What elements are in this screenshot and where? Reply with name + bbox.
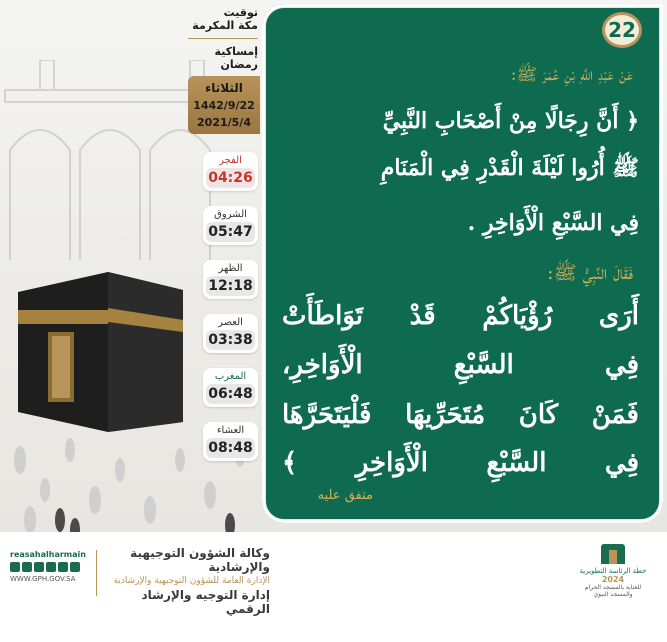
website-url: WWW.GPH.GOV.SA (10, 575, 76, 583)
agency-name: وكالة الشؤون التوجيهية والإرشادية (130, 546, 270, 574)
prayer-time: 06:48 (206, 384, 255, 404)
twitter-icon (10, 562, 20, 572)
prayer-fajr (203, 152, 258, 191)
hadith-line: أَرَى رُؤْيَاكُمْ قَدْ تَوَاطَأَتْ (282, 301, 639, 331)
department-name: الإدارة العامة للشؤون التوجيهية والإرشادية (113, 576, 270, 586)
prayer-time: 12:18 (206, 276, 255, 296)
prayer-name: العشاء (216, 425, 245, 436)
instagram-icon (22, 562, 32, 572)
gregorian-date: 2021/5/4 (197, 116, 251, 129)
prayer-dhuhr (203, 260, 258, 299)
prayer-time: 08:48 (206, 438, 255, 458)
timing-divider (188, 38, 258, 39)
prayer-name: العصر (218, 317, 243, 328)
hadith-intro-line: ﴿ أَنَّ رِجَالًا مِنْ أَصْحَابِ النَّبِيِّ (382, 108, 639, 134)
hadith-line: فِي السَّبْعِ الْأَوَاخِرِ ﴾ (282, 448, 639, 478)
imsakiya-title-line2: رمضان (220, 58, 258, 71)
plan-year: 2024 (601, 575, 625, 584)
prayer-name: الفجر (219, 155, 242, 166)
prayer-time: 04:26 (206, 168, 255, 188)
hadith-card (262, 4, 663, 523)
prayer-name: الظهر (218, 263, 243, 274)
prayer-shuruq (203, 206, 258, 245)
timing-title-line2: مكة المكرمة (192, 19, 258, 32)
facebook-icon (58, 562, 68, 572)
kaaba-illustration (18, 272, 183, 432)
timing-heading (188, 6, 258, 71)
plan-title: خطة الرئاسة التطويرية (579, 567, 647, 575)
prayer-name: الشروق (214, 209, 247, 220)
hadith-line: فَمَنْ كَانَ مُتَحَرِّيهَا فَلْيَتَحَرَّهَا (282, 400, 639, 430)
social-block (10, 550, 96, 583)
hadith-reference: متفق عليه (317, 488, 373, 503)
telegram-icon (70, 562, 80, 572)
day-name: الثلاثاء (205, 81, 243, 95)
imsakiya-title-line1: إمساكية (214, 45, 258, 58)
hadith-intro-line: فِي السَّبْعِ الْأَوَاخِرِ . (467, 210, 639, 236)
date-box (188, 76, 260, 134)
social-handle: reasahalharmain (10, 550, 86, 559)
social-icons (10, 562, 96, 572)
snapchat-icon (46, 562, 56, 572)
footer-divider (96, 550, 97, 596)
timing-title-line1: توقيت (223, 6, 258, 19)
prayer-isha (203, 422, 258, 461)
hijri-date: 1442/9/22 (193, 99, 255, 112)
footer (0, 532, 667, 642)
prayer-asr (203, 314, 258, 353)
prayer-time: 03:38 (206, 330, 255, 350)
hadith-line: فِي السَّبْعِ الْأَوَاخِرِ، (282, 350, 639, 380)
hadith-intro-line: ﷺ أُرُوا لَيْلَةَ الْقَدْرِ فِي الْمَنَامِ (380, 155, 639, 181)
agency-block (100, 546, 270, 616)
development-plan-logo (578, 544, 648, 598)
plan-subtitle: للعناية بالمسجد الحرام والمسجد النبوي (584, 584, 642, 598)
prayer-name: المغرب (214, 371, 247, 382)
youtube-icon (34, 562, 44, 572)
prophet-said-text: فَقَالَ النَّبِيُّ ﷺ: (547, 262, 633, 284)
mosque-logo-icon (601, 544, 625, 564)
prayer-maghrib (203, 368, 258, 407)
prayer-time: 05:47 (206, 222, 255, 242)
unit-name: إدارة التوجيه والإرشاد الرقمي (141, 588, 270, 616)
day-number-badge: 22 (602, 12, 642, 48)
narrator-text: عَنْ عَبْدِ اللَّهِ بْنِ عُمَرَ ﷺ: (510, 65, 633, 85)
